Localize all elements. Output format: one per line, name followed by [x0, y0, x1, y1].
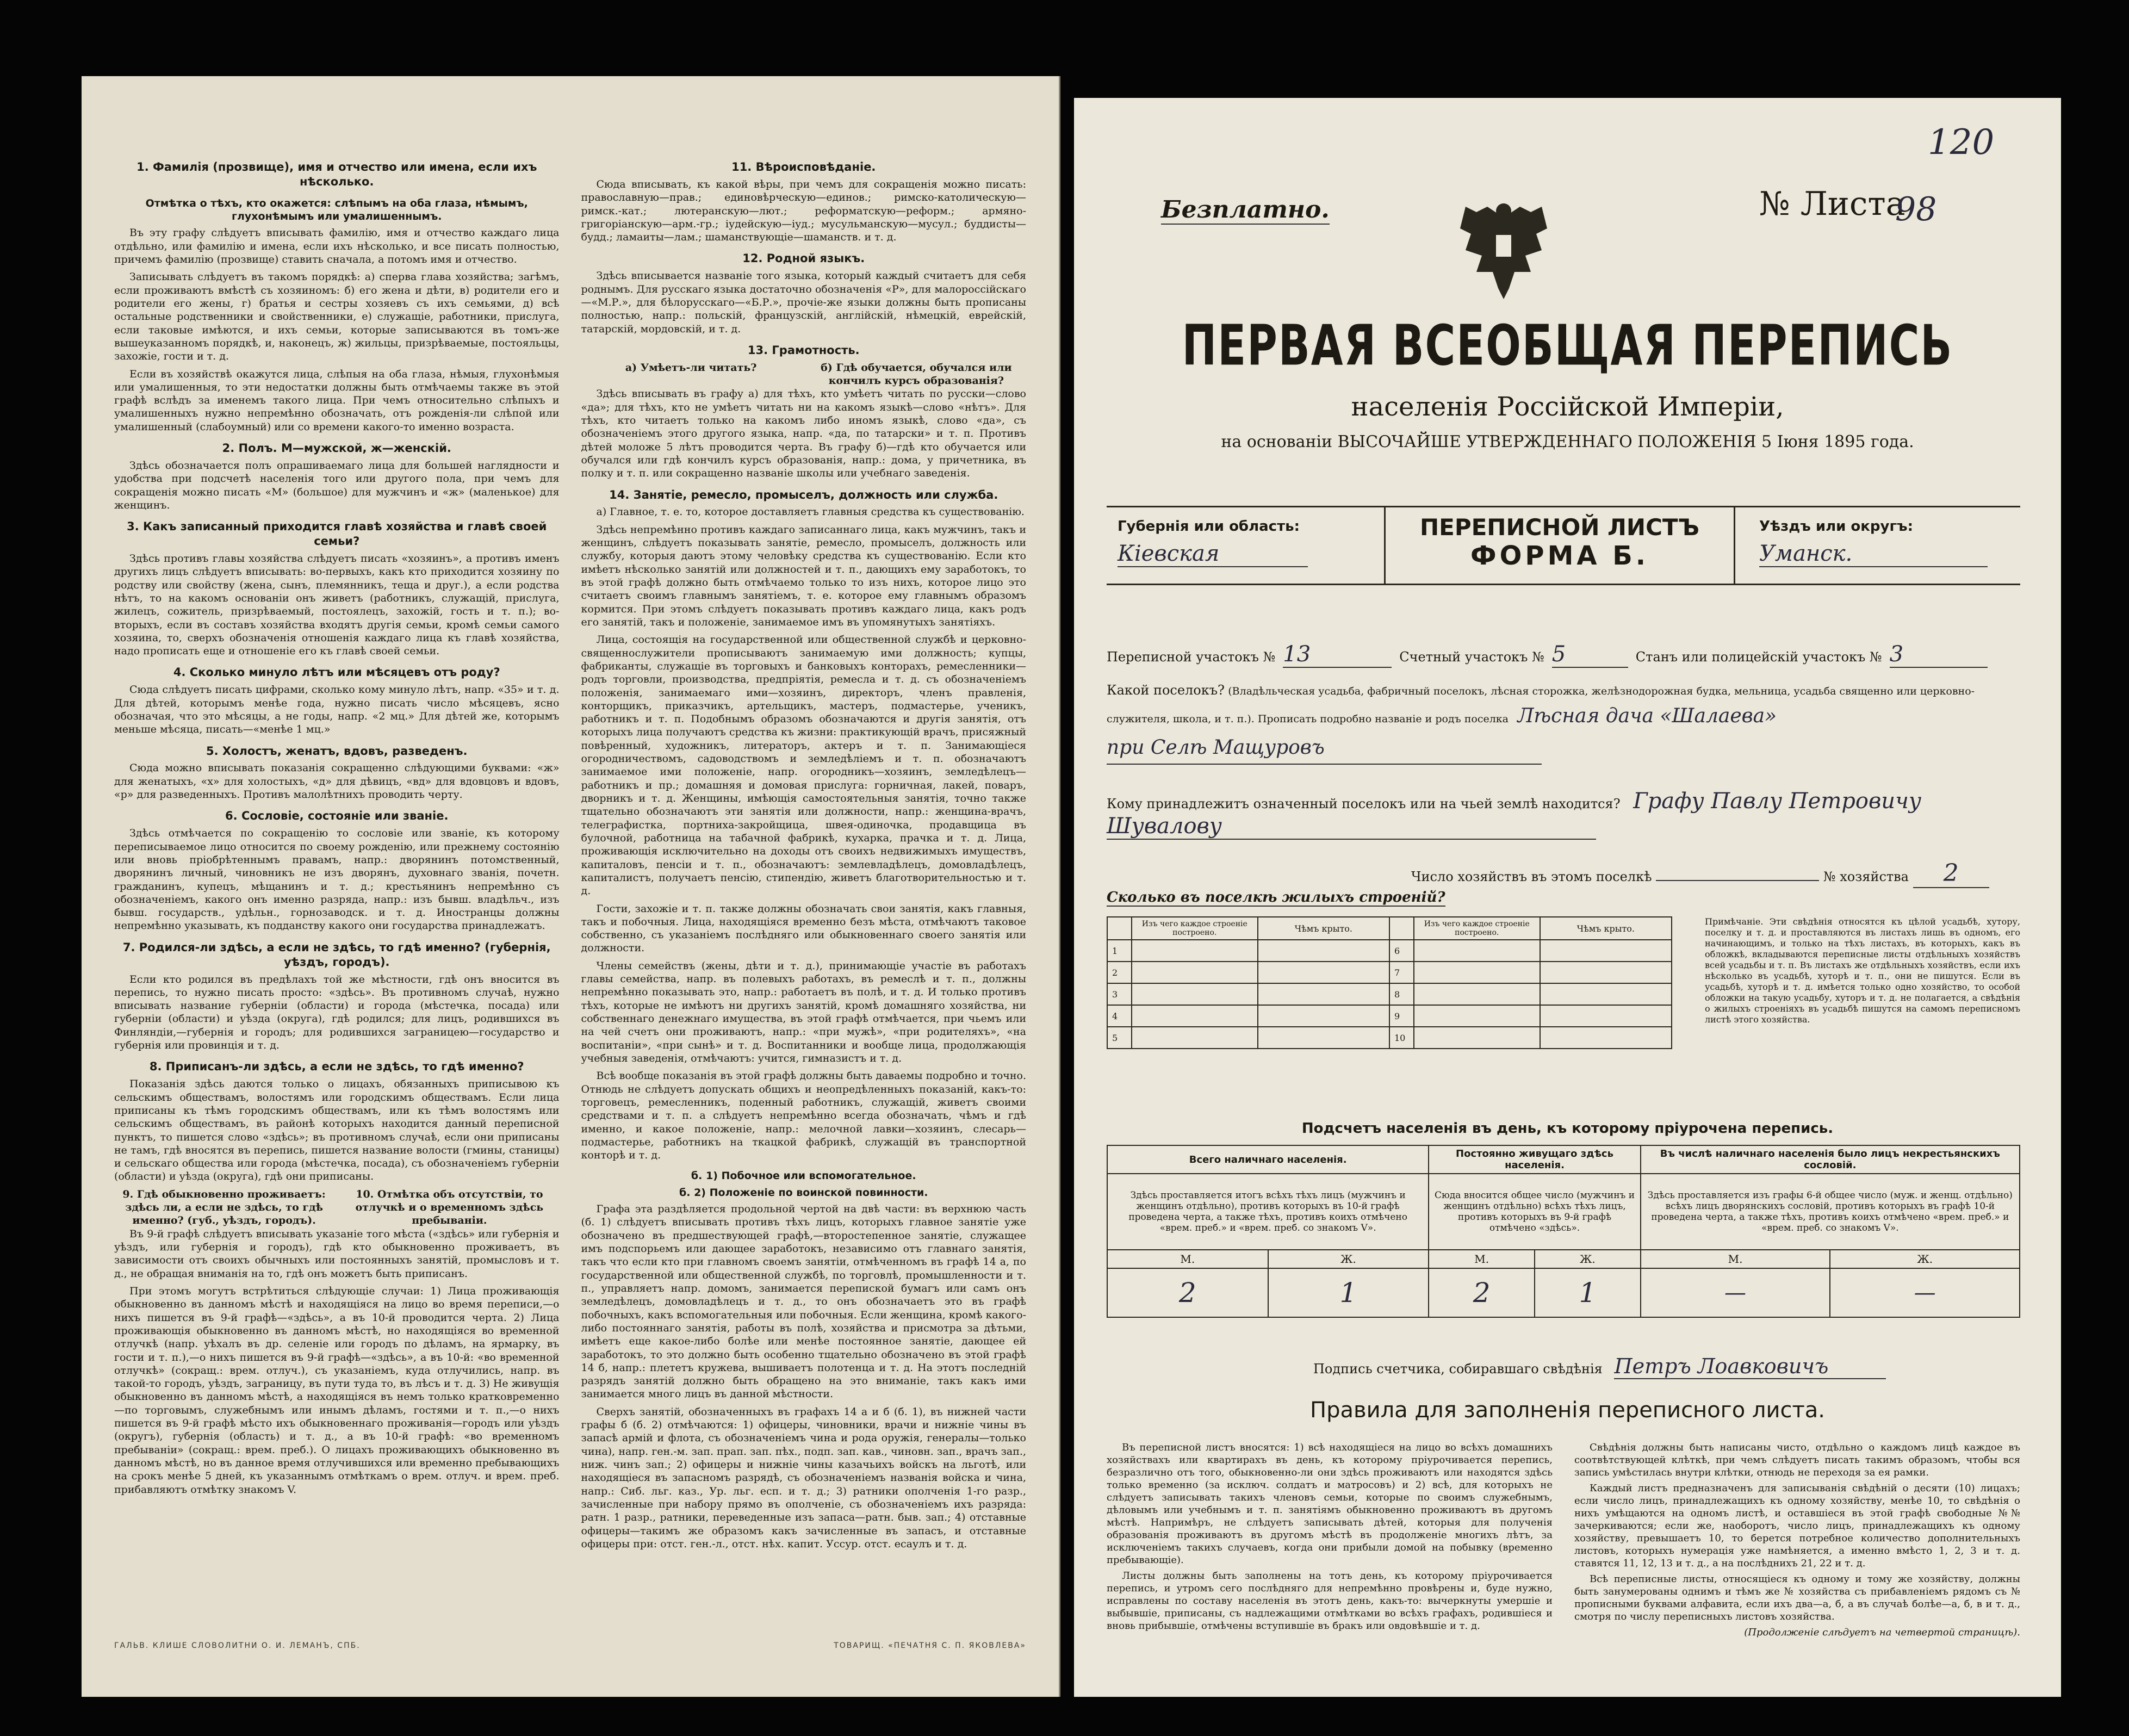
count-desc-permanent: Сюда вносится общее число (мужчинъ и женщинъ отдѣльно) всѣхъ тѣхъ лицъ, противъ которыхъ въ 9-й графѣ отмѣчено «здѣсь».: [1429, 1174, 1640, 1250]
count-district-label: Счетный участокъ №: [1399, 649, 1544, 665]
left-page: [82, 76, 1060, 1697]
settlement-label: Какой поселокъ?: [1107, 683, 1225, 698]
paragraph: Листы должны быть заполнены на тотъ день, къ которому пріурочивается перепись, и утромъ сего послѣдняго для непремѣнно провѣрены и, буде нужно, исправлены по составу населенія въ этотъ день, какъ-то: вычеркнуты умершіе и выбывшіе, приписаны, съ надлежащими отмѣтками во всѣхъ графахъ, родившіеся и вновь прибывшіе, отмѣчены вступившіе въ бракъ или овдовѣвшіе и т. д.: [1107, 1570, 1553, 1632]
paragraph: Всѣ вообще показанія въ этой графѣ должны быть даваемы подробно и точно. Отнюдь не слѣдуетъ допускать общихъ и неопредѣленныхъ показаній, какъ-то: торговецъ, ремесленникъ, поденный работникъ, служащій, живетъ своими средствами и т. п. а слѣдуетъ непремѣнно всегда обозначать, чѣмъ и гдѣ именно, и какое положеніе, напр.: мелочной лавки—хозяинъ, слесарь—подмастерье, работникъ на ткацкой фабрикѣ, служащій въ транспортной конторѣ и т. д.: [581, 1070, 1026, 1162]
paragraph: Сюда слѣдуетъ писать цифрами, сколько кому минуло лѣтъ, напр. «35» и т. д. Для дѣтей, которымъ менѣе года, нужно писать число мѣсяцевъ, ясно обозначая, что это мѣсяцы, а не годы, напр. «2 мц.» Для дѣтей же, которымъ меньше мѣсяца, писать—«менѣе 1 мц.»: [114, 684, 560, 736]
left-column-1: [114, 152, 560, 1632]
section-3-title: 3. Какъ записанный приходится главѣ хозяйства и главѣ своей семьи?: [127, 520, 547, 548]
district-label: Уѣздъ или округъ:: [1759, 518, 1913, 535]
total-female-value: 1: [1268, 1268, 1429, 1317]
nonpeasant-female-value: —: [1830, 1268, 2020, 1317]
section-1-subtitle: Отмѣтка о тѣхъ, кто окажется: слѣпымъ на оба глаза, нѣмымъ, глухонѣмымъ или умалишеннымъ.: [145, 197, 528, 223]
settlement-value-2: при Селѣ Мащуровъ: [1107, 732, 1542, 765]
form-title: ФОРМА Б.: [1470, 541, 1649, 571]
nonpeasant-male-value: —: [1641, 1268, 1830, 1317]
count-title: Подсчетъ населенія въ день, къ которому пріурочена перепись.: [1301, 1120, 1834, 1137]
section-13-subtitles: [581, 361, 1027, 388]
bt-row-num: 6: [1389, 940, 1414, 962]
rules-continued: (Продолженіе слѣдуетъ на четвертой страницѣ).: [1744, 1627, 2020, 1639]
paragraph: Лица, состоящія на государственной или общественной службѣ и церковно-священнослужители прописываютъ занимаемую ими должность; купцы, фабриканты, служащіе въ торговыхъ и банковыхъ конторахъ, ремесленники—родъ торговли, производства, предпріятія, ремесла и т. д. съ обозначеніемъ положенія, занимаемаго ими—хозяинъ, директоръ, членъ правленія, конторщикъ, приказчикъ, артельщикъ, мастеръ, подмастерье, ученикъ, работникъ и т. п. Подобнымъ образомъ обозначаются и другія занятія, отъ которыхъ лица получаютъ средства къ жизни: практикующій врачъ, присяжный повѣренный, художникъ, литераторъ, актеръ и т. п. Занимающіеся огородничествомъ, садоводствомъ и земледѣліемъ и т. п. обозначаютъ занимаемое ими положеніе, напр. огородникъ—хозяинъ, земледѣлецъ—работникъ и пр.; домашняя и домовая прислуга: горничная, лакей, поваръ, дворникъ и т. д. Женщины, имѣющія самостоятельныя занятія, точно также тщательно обозначаютъ эти занятія или должности, напр.: женщина-врачъ, телеграфистка, портниха-закройщица, швея-одиночка, продавщица въ булочной, работница на табачной фабрикѣ, кухарка, прачка и т. д. Лица, проживающія исключительно на доходы отъ своихъ недвижимыхъ имуществъ, капиталовъ, пенсіи и т. п., обозначаютъ: землевладѣлецъ, домовладѣлецъ, капиталистъ, получаетъ пенсію, стипендію, живетъ благотворительностью и т. д.: [581, 634, 1026, 897]
section-10-title: 10. Отмѣтка объ отсутствіи, то отлучкѣ и о временномъ здѣсь пребываніи.: [355, 1188, 544, 1227]
section-14b1-title: б. 1) Побочное или вспомогательное.: [691, 1170, 916, 1182]
signature-label: Подпись счетчика, собиравшаго свѣдѣнія: [1313, 1361, 1603, 1377]
paragraph: Свѣдѣнія должны быть написаны чисто, отдѣльно о каждомъ лицѣ каждое въ соотвѣтствующей клѣткѣ, при чемъ слѣдуетъ писать такимъ образомъ, чтобы вся запись умѣстилась внутри клѣтки, отнюдь не переходя за ея рамки.: [1574, 1442, 2020, 1479]
owner-value-2: Шувалову: [1107, 814, 1596, 840]
signature-value: Петръ Лоавковичъ: [1614, 1354, 1886, 1379]
districts-line: [1107, 642, 2020, 668]
permanent-female-value: 1: [1535, 1268, 1641, 1317]
left-column-2: [581, 152, 1027, 1632]
paragraph: Гости, захожіе и т. п. также должны обозначать свои занятія, какъ главныя, такъ и побочныя. Лица, находящіяся временно безъ мѣста, отмѣчаютъ таковое собственно, съ указаніемъ послѣдняго или обыкновеннаго своего занятія или должности.: [581, 902, 1026, 954]
right-page: [1074, 98, 2061, 1697]
buildings-note: Примѣчаніе. Эти свѣдѣнія относятся къ цѣлой усадьбѣ, хутору, поселку и т. д. и проставляются въ листахъ лишь въ одномъ, его начинающимъ, и только на тѣхъ листахъ, въ которыхъ, какъ въ обложкѣ, вкладываются переписные листы отдѣльныхъ хозяйствъ всей усадьбы и т. п. Въ листахъ же отдѣльныхъ хозяйствъ, если ихъ нѣсколько въ усадьбѣ, хуторѣ и т. п., они не пишутся. Если въ усадьбѣ, хуторѣ и т. д. имѣется только одно хозяйство, то особой обложки на такую усадьбу, хуторъ и т. д. не полагается, а свѣдѣнія о жилыхъ строеніяхъ въ усадьбѣ пишутся на самомъ переписномъ листѣ этого хозяйства.: [1705, 916, 2020, 1025]
form-header: [1107, 506, 2020, 585]
total-male-value: 2: [1107, 1268, 1268, 1317]
bt-row-num: 3: [1107, 983, 1132, 1005]
signature-block: [1313, 1354, 1886, 1379]
paragraph: Здѣсь вписывается названіе того языка, который каждый считаетъ для себя роднымъ. Для русскаго языка достаточно обозначенія «Р», для малороссійскаго—«М.Р.», для бѣлорусскаго—«Б.Р.», прочіе-же языки должны быть прописаны полностью, напр.: польскій, французскій, англійскій, нѣмецкій, еврейскій, татарскій, мордовскій, и т. д.: [581, 270, 1026, 335]
rules-title: Правила для заполненія переписного листа.: [1310, 1398, 1825, 1423]
bt-header-material: Изъ чего каждое строеніе построено.: [1132, 917, 1258, 940]
section-9-title: 9. Гдѣ обыкновенно проживаетъ: здѣсь ли, а если не здѣсь, то гдѣ именно? (губ., уѣздъ, городъ).: [122, 1188, 326, 1227]
section-5-title: 5. Холостъ, женатъ, вдовъ, разведенъ.: [206, 744, 468, 758]
rules-column-1: [1107, 1441, 1553, 1642]
female-label: Ж.: [1830, 1250, 2020, 1268]
section-13a-title: а) Умѣетъ-ли читать?: [625, 361, 757, 374]
bt-header-material-2: Изъ чего каждое строеніе построено.: [1414, 917, 1540, 940]
printer-credit-right: ТОВАРИЩ. «ПЕЧАТНЯ С. П. ЯКОВЛЕВА»: [834, 1641, 1026, 1650]
bt-row-num: 9: [1389, 1005, 1414, 1027]
count-table: [1107, 1145, 2020, 1318]
police-district-value: 3: [1890, 642, 1988, 668]
bt-row-num: 2: [1107, 962, 1132, 983]
settlement-value: Лѣсная дача «Шалаева»: [1517, 705, 1777, 728]
section-2-title: 2. Полъ. М—мужской, ж—женскій.: [222, 442, 451, 455]
paragraph: Если кто родился въ предѣлахъ той же мѣстности, гдѣ онъ вносится въ перепись, то нужно писать просто: «здѣсь». Въ противномъ случаѣ, нужно вписывать название губерніи (области) и города (мѣстечка, посада) или губерніи (области) и уѣзда (округа), гдѣ родился; для лицъ, родившихся въ Финляндіи,—губернія и городъ; для родившихся заграницею—государство и губернія или провинція и т. д.: [114, 973, 560, 1052]
bt-row-num: 8: [1389, 983, 1414, 1005]
bt-row-num: 4: [1107, 1005, 1132, 1027]
rules-column-2: [1574, 1441, 2020, 1642]
paragraph: Сверхъ занятій, обозначенныхъ въ графахъ 14 а и б (б. 1), въ нижней части графы б (б. 2) отмѣчаются: 1) офицеры, чиновники, врачи и нижніе чины въ запасѣ армій и флота, съ обозначеніемъ чина и рода оружія, генералы—только чина), напр. ген.-м. зап. прап. зап. пѣх., подп. зап. кав., чиновн. зап., врачъ зап., ниж. чинъ зап.; 2) офицеры и нижніе чины казачьихъ войскъ на льготѣ, или находящіеся въ запасномъ разрядѣ, съ обозначеніемъ названія войска и чина, напр.: Сиб. льг. каз., Ур. льг. есп. и т. д.; 3) ратники ополченія 1-го разр., зачисленные при набору прямо въ ополченіе, съ обозначеніемъ ихъ разряда: ратн. 1 разр., ратники, переведенные изъ запаса—ратн. быв. зап.; 4) отставные офицеры—такимъ же образомъ какъ зачисленные въ запасъ, и отставные офицеры при: отст. ген.-л., отст. нѣх. капит. Уссур. отст. есаулъ и т. д.: [581, 1405, 1026, 1550]
count-header-permanent: Постоянно живущаго здѣсь населенія.: [1429, 1145, 1640, 1174]
census-district-label: Переписной участокъ №: [1107, 649, 1276, 665]
paragraph: Сюда вписывать, къ какой вѣры, при чемъ для сокращенія можно писать: православную—прав.; единовѣрческую—единов.; римско-католическую—римск.-кат.; лютеранскую—лют.; реформатскую—реформ.; армяно-григоріанскую—арм.-гр.; іудейскую—іуд.; мусульманскую—мусул.; буддисты—будд.; ламаиты—лам.; шаманствующіе—шаманств. и т. д.: [581, 178, 1026, 244]
household-number-value: 2: [1913, 859, 1989, 888]
paragraph: Здѣсь вписывать въ графу а) для тѣхъ, кто умѣетъ читать по русски—слово «да»; для тѣхъ, кто не умѣетъ читать ни на какомъ языкѣ—слово «нѣтъ». Для тѣхъ, кто читаетъ только на какомъ либо иномъ языкѣ, слово «да», съ обозначеніемъ этого другого языка, напр. «да, по татарски» и т. п. Противъ дѣтей моложе 5 лѣтъ проводится черта. Въ графу б)—гдѣ кто обучается или обучался или гдѣ кончилъ курсъ образованія, напр.: дома, у причетника, въ полку и т. п. или сокращенно названіе школы или учебнаго заведенія.: [581, 388, 1026, 480]
page-number-note: 120: [1928, 122, 1995, 163]
census-district-value: 13: [1283, 642, 1392, 668]
bt-header-roof: Чѣмъ крыто.: [1258, 917, 1389, 940]
police-district-label: Станъ или полицейскій участокъ №: [1635, 649, 1882, 665]
paragraph: Всѣ переписные листы, относящіеся къ одному и тому же хозяйству, должны быть занумерованы однимъ и тѣмъ же № хозяйства съ прибавленіемъ рядомъ съ № прописными буквами алфавита, если ихъ два—а, б, а въ случаѣ болѣе—а, б, в и т. д., смотря по числу переписныхъ листовъ хозяйства.: [1574, 1573, 2020, 1623]
paragraph: Члены семействъ (жены, дѣти и т. д.), принимающіе участіе въ работахъ главы семейства, напр. въ полевыхъ работахъ, въ ремеслѣ и т. п., должны непремѣнно показывать это, напр.: работаетъ въ полѣ, и т. д. И только противъ тѣхъ, которые не имѣютъ ни другихъ занятій, кромѣ домашняго хозяйства, ни собственнаго денежнаго имущества, въ этой графѣ отмѣчается, при чьемъ или на чей счетъ они проживаютъ, напр.: «при мужѣ», «при родителяхъ», «на воспитаніи», «при сынѣ» и т. д. Воспитанники и вообще лица, продолжающія учебныя заведенія, отмѣчаютъ: учится, гимназистъ и т. д.: [581, 959, 1026, 1064]
paragraph: Здѣсь отмѣчается по сокращенію то сословіе или званіе, къ которому переписываемое лицо относится по своему рожденію, или прежнему состоянію или вновь пріобрѣтеннымъ правамъ, напр.: дворянинъ потомственный, дворянинъ личный, чиновникъ не изъ дворянъ, духовнаго званія, почетн. гражданинъ, купецъ, мѣщанинъ и т. д.; крестьянинъ непремѣнно съ обозначеніемъ, какого онъ именно разряда, напр.: изъ бывш. владѣльч., изъ бывш. государств., удѣльн., горнозаводск. и т. д. Иностранцы должны непремѣнно указывать, къ подданству какого они государства принадлежатъ.: [114, 827, 560, 932]
owner-value: Графу Павлу Петровичу: [1633, 789, 1922, 814]
male-label: М.: [1429, 1250, 1535, 1268]
count-header-total: Всего наличнаго населенія.: [1107, 1145, 1429, 1174]
bt-row-num: 5: [1107, 1027, 1132, 1049]
households-line: [1107, 859, 2020, 888]
bt-header-roof-2: Чѣмъ крыто.: [1540, 917, 1672, 940]
paragraph: а) Главное, т. е. то, которое доставляетъ главныя средства къ существованію.: [596, 506, 1025, 518]
permanent-male-value: 2: [1429, 1268, 1535, 1317]
paragraph: Здѣсь обозначается полъ опрашиваемаго лица для большей наглядности и удобства при подсчетѣ населенія того или другого пола, при чемъ для сокращенія можно писать «М» (большое) для мужчинъ и «ж» (маленькое) для женщинъ.: [114, 459, 560, 511]
section-14-title: 14. Занятіе, ремесло, промыселъ, должность или служба.: [609, 488, 998, 501]
owner-block: [1107, 789, 2020, 840]
province-value: Кіевская: [1118, 541, 1308, 567]
count-desc-nonpeasant: Здѣсь проставляется изъ графы 6-й общее число (муж. и женщ. отдѣльно) всѣхъ лицъ дворянскихъ сословій, противъ которыхъ въ графѣ 10-й проведена черта, а также тѣхъ, противъ коихъ отмѣчено «врем. преб.» и «врем. преб. со знакомъ V».: [1641, 1174, 2020, 1250]
female-label: Ж.: [1535, 1250, 1641, 1268]
paragraph: Если въ хозяйствѣ окажутся лица, слѣпыя на оба глаза, нѣмыя, глухонѣмыя или умалишенныя, то эти недостатки должны быть отмѣчаемы также въ этой графѣ вслѣдъ за именемъ такого лица. При чемъ относительно слѣпыхъ и умалишенныхъ нужно непремѣнно обозначать, отъ рожденія-ли слѣпой или умалишенный (слабоумный) или со времени какого-то именно возраста.: [114, 368, 560, 433]
census-basis: на основаніи ВЫСОЧАЙШЕ УТВЕРЖДЕННАГО ПОЛОЖЕНІЯ 5 Іюня 1895 года.: [1221, 432, 1914, 451]
buildings-table: [1107, 916, 1672, 1049]
double-headed-eagle-icon: [1455, 196, 1553, 305]
census-subtitle: населенія Россійской Имперіи,: [1351, 392, 1784, 422]
paragraph: Графа эта раздѣляется продольной чертой на двѣ части: въ верхнюю часть (б. 1) слѣдуетъ вписывать противъ тѣхъ лицъ, которыхъ главное занятіе уже обозначено въ предшествующей графѣ,—второстепенное занятіе, служащее имъ подспорьемъ или дающее заработокъ, независимо отъ главнаго занятія, такъ что если кто при главномъ своемъ занятіи, отмѣченномъ въ графѣ 14 а, по государственной или общественной службѣ, по торговлѣ, промышленности и т. п., управляетъ напр. домомъ, занимается перепиской бумагъ или самъ онъ земледѣлецъ, домовладѣлецъ и т. д., то онъ обозначаетъ это въ графѣ побочныхъ, какъ вспомогательныя или побочныя. Если женщина, кромѣ какого-либо постояннаго занятія, работы въ полѣ, хозяйства и присмотра за дѣтьми, имѣетъ еще какое-либо болѣе или менѣе постоянное занятіе, дающее ей заработокъ, то это должно быть особенно тщательно обозначено въ этой графѣ 14 б, напр.: плететъ кружева, вышиваетъ полотенца и т. д. На этотъ последній разрядъ занятій должно быть обращено на это вниманіе, такъ какъ ими занимается много лицъ въ данной мѣстности.: [581, 1203, 1026, 1400]
bt-row-num: 7: [1389, 962, 1414, 983]
section-1-title: 1. Фамилія (прозвище), имя и отчество или имена, если ихъ нѣсколько.: [136, 160, 537, 188]
paragraph: Здѣсь противъ главы хозяйства слѣдуетъ писать «хозяинъ», а противъ именъ другихъ лицъ слѣдуетъ вписывать: во-первыхъ, какъ кто приходится хозяину по родству или свойству (жена, сынъ, племянникъ, теща и друг.), а если родства нѣтъ, то на какомъ основаніи онъ живетъ (работникъ, служащій, прислуга, жилецъ, сожитель, призрѣваемый, постоялецъ, захожій, гость и т. п.); во-вторыхъ, если въ составъ хозяйства входятъ другія семьи, кромѣ семьи самого хозяина, то, сверхъ обозначенія отношенія каждаго лица къ главѣ хозяйства, надо прописать еще и отношеніе его къ главѣ своей семьи.: [114, 552, 560, 658]
rules-block: [1107, 1441, 2020, 1642]
count-district-value: 5: [1552, 642, 1628, 668]
free-label: Безплатно.: [1161, 196, 1330, 224]
paragraph: При этомъ могутъ встрѣтиться слѣдующіе случаи: 1) Лица проживающія обыкновенно въ данномъ мѣстѣ и находящіяся на лицо во время переписи,—о нихъ пишется въ 9-й графѣ—«здѣсь», а въ 10-й проводится черта. 2) Лица проживающія обыкновенно въ данномъ мѣстѣ, но находящіяся во временной отлучкѣ (напр. уѣхалъ въ др. селеніе или городъ по дѣламъ, на ярмарку, въ гости и т. п.),—о нихъ пишется въ 9-й графѣ—«здѣсь», а въ 10-й: «во временной отлучкѣ» (сокращ.: врем. отлуч.), съ указаніемъ, куда отлучились, напр. въ такой-то городъ, уѣздъ, заграницу, въ пути туда то, въ лѣсъ и т. д. 3) Не живущія обыкновенно въ данномъ мѣстѣ, а находящіяся въ немъ только кратковременно—по торговымъ, служебнымъ или инымъ дѣламъ, гостями и т. п.,—о нихъ пишется въ 9-й графѣ мѣсто ихъ обыкновеннаго проживанія—городъ или уѣздъ (округъ), губернія (область) и т. д., а въ 10-й графѣ: «во временномъ пребываніи» (сокращ.: врем. преб.). О лицахъ проживающихъ обыкновенно въ данномъ мѣстѣ, но въ данное время отлучившихся или временно пребывающихъ на срокъ менѣе 5 дней, къ указаннымъ отмѣткамъ о врем. отлуч. и врем. преб. прибавляютъ отмѣтку знакомъ V.: [114, 1285, 560, 1496]
male-label: М.: [1641, 1250, 1830, 1268]
census-title: ПЕРВАЯ ВСЕОБЩАЯ ПЕРЕПИСЬ: [1182, 312, 1953, 378]
section-7-title: 7. Родился-ли здѣсь, а если не здѣсь, то гдѣ именно? (губернія, уѣздъ, городъ).: [122, 940, 551, 969]
bt-row-num: 10: [1389, 1027, 1414, 1049]
households-label: Число хозяйствъ въ этомъ поселкѣ: [1411, 869, 1652, 884]
section-9-10-titles: [114, 1188, 560, 1227]
buildings-label: Сколько въ поселкѣ жилыхъ строеній?: [1107, 889, 1445, 906]
settlement-block: [1107, 680, 2020, 765]
paragraph: Каждый листъ предназначенъ для записыванія свѣдѣній о десяти (10) лицахъ; если число лицъ, принадлежащихъ къ одному хозяйству, менѣе 10, то свѣдѣнія о нихъ умѣщаются на одномъ листѣ, и оставшіеся въ этой графѣ свободные №№ зачеркиваются; если же, наоборотъ, число лицъ, принадлежащихъ къ одному хозяйству, превышаетъ 10, то берется потребное количество дополнительныхъ листовъ, которыхъ нумерація уже намѣняется, а именно вмѣсто 1, 2, 3 и т. д. ставятся 11, 12, 13 и т. д., а на послѣднихъ 21, 22 и т. д.: [1574, 1483, 2020, 1570]
section-14b2-title: б. 2) Положеніе по воинской повинности.: [679, 1186, 928, 1199]
male-label: М.: [1107, 1250, 1268, 1268]
paragraph: Здѣсь непремѣнно противъ каждаго записаннаго лица, какъ мужчинъ, такъ и женщинъ, слѣдуетъ показывать занятіе, ремесло, промыселъ, должность или службу, которыя даютъ этому человѣку средства къ существованію. Если кто имѣетъ нѣсколько занятій или должностей и т. п., дающихъ ему заработокъ, то въ этой графѣ должно быть отмѣчаемо только то изъ нихъ, которое лицо это считаетъ своимъ главнымъ занятіемъ, т. е. которое ему главнымъ образомъ кормится. При этомъ слѣдуетъ показывать противъ каждаго лица, какъ родъ его занятій, такъ и положеніе, занимаемое имъ въ упомянутыхъ занятіяхъ.: [581, 523, 1026, 628]
sheet-number-label: № Листа: [1759, 185, 1905, 223]
section-8-title: 8. Приписанъ-ли здѣсь, а если не здѣсь, то гдѣ именно?: [149, 1060, 524, 1074]
paragraph: Въ эту графу слѣдуетъ вписывать фамилію, имя и отчество каждаго лица отдѣльно, или фамилію и имена, если ихъ нѣсколько, и все писать полностью, причемъ фамилію (прозвище) ставить сначала, а потомъ имя и отчество.: [114, 227, 560, 265]
count-header-nonpeasant: Въ числѣ наличнаго населенія было лицъ некрестьянскихъ сословій.: [1641, 1145, 2020, 1174]
section-12-title: 12. Родной языкъ.: [742, 252, 865, 265]
sheet-form-box: [1384, 507, 1735, 584]
paragraph: Въ 9-й графѣ слѣдуетъ вписывать указаніе того мѣста («здѣсь» или губернія и уѣздъ, или губернія и городъ), гдѣ кто обыкновенно проживаетъ, въ зависимости отъ своихъ обычныхъ или постоянныхъ занятій, промысловъ и т. д., не обращая вниманія на то, гдѣ онъ можетъ быть приписанъ.: [114, 1227, 560, 1280]
section-4-title: 4. Сколько минуло лѣтъ или мѣсяцевъ отъ роду?: [173, 666, 500, 679]
paragraph: Сюда можно вписывать показанія сокращенно слѣдующими буквами: «ж» для женатыхъ, «х» для холостыхъ, «д» для дѣвицъ, «вд» для вдовцовъ и вдовъ, «р» для разведенныхъ. Противъ малолѣтнихъ проводить черту.: [114, 762, 560, 801]
section-6-title: 6. Сословіе, состояніе или званіе.: [225, 809, 449, 823]
section-11-title: 11. Вѣроисповѣданіе.: [731, 160, 876, 173]
paragraph: Записывать слѣдуетъ въ такомъ порядкѣ: а) сперва глава хозяйства; загѣмъ, если проживаютъ вмѣстѣ съ хозяиномъ: б) его жена и дѣти, в) родители его и родители его жены, г) братья и сестры хозяевъ съ ихъ семьями, д) всѣ остальные родственники и свойственники, е) служащіе, работники, прислуга, если таковые имѣются, и ихъ семьи, которые записываются въ томъ-же вышеуказанномъ порядкѣ, и, наконецъ, ж) жильцы, призрѣваемые, постояльцы, захожіе, гости и т. д.: [114, 271, 560, 363]
bt-row-num: 1: [1107, 940, 1132, 962]
owner-label: Кому принадлежитъ означенный поселокъ или на чьей землѣ находится?: [1107, 796, 1621, 811]
female-label: Ж.: [1268, 1250, 1429, 1268]
paragraph: Показанія здѣсь даются только о лицахъ, обязанныхъ приписывою къ сельскимъ обществамъ, волостямъ или городскимъ обществамъ. Если лица приписаны къ тѣмъ городскимъ обществамъ, или къ тѣмъ волостямъ или сельскимъ обществамъ, въ районѣ которыхъ находится данный переписной пунктъ, то пишется слово «здѣсь»; въ противномъ случаѣ, если они приписаны не тамъ, гдѣ вносятся въ перепись, пишется название волости (гмины, станицы) и сельскаго общества или города (мѣстечка, посада), съ обозначеніемъ губерніи (области) и уѣзда (округа), гдѣ они приписаны.: [114, 1078, 560, 1183]
province-label: Губернія или область:: [1118, 518, 1300, 535]
paragraph: Въ переписной листъ вносятся: 1) всѣ находящіеся на лицо во всѣхъ домашнихъ хозяйствахъ или квартирахъ въ день, къ которому пріурочивается перепись, безразлично отъ того, обыкновенно-ли они здѣсь проживаютъ или находятся здѣсь только временно (за исключ. солдатъ и матросовъ) и 2) всѣ, для которыхъ не слѣдуетъ записывать такихъ членовъ семьи, которые по своимъ служебнымъ, дѣловымъ или учебнымъ и т. п. занятіямъ обыкновенно проживаютъ въ другомъ мѣстѣ. Напримѣръ, не слѣдуетъ записывать дѣтей, которыя для полученія образованія проживаютъ въ другомъ мѣстѣ въ продолженіе многихъ лѣтъ, за исключеніемъ такихъ случаевъ, когда они прибыли домой на побывку (временно пребывающіе).: [1107, 1442, 1553, 1566]
sheet-number-value: 98: [1895, 190, 1937, 228]
section-13b-title: б) Гдѣ обучается, обучался или кончилъ курсъ образованія?: [821, 361, 1012, 387]
count-desc-total: Здѣсь проставляется итогъ всѣхъ тѣхъ лицъ (мужчинъ и женщинъ отдѣльно), противъ которыхъ въ 10-й графѣ проведена черта, а также тѣхъ, противъ коихъ отмѣчено «врем. преб.» и «врем. преб. со знакомъ V».: [1107, 1174, 1429, 1250]
section-13-title: 13. Грамотность.: [747, 343, 860, 357]
household-number-label: № хозяйства: [1823, 869, 1909, 884]
printer-credit-left: ГАЛЬВ. КЛИШЕ СЛОВОЛИТНИ О. И. ЛЕМАНЪ, СПБ.: [114, 1641, 361, 1650]
settlement-note: (Владѣльческая усадьба, фабричный поселокъ, лѣсная сторожка, желѣзнодорожная будка, мельница, усадьба священно или церковно-служителя, школа, и т. п.). Прописать подробно названіе и родъ поселка: [1107, 685, 1975, 726]
left-footer: [114, 1641, 1026, 1650]
district-value: Уманск.: [1759, 541, 1988, 567]
sheet-title: ПЕРЕПИСНОЙ ЛИСТЪ: [1419, 514, 1700, 541]
